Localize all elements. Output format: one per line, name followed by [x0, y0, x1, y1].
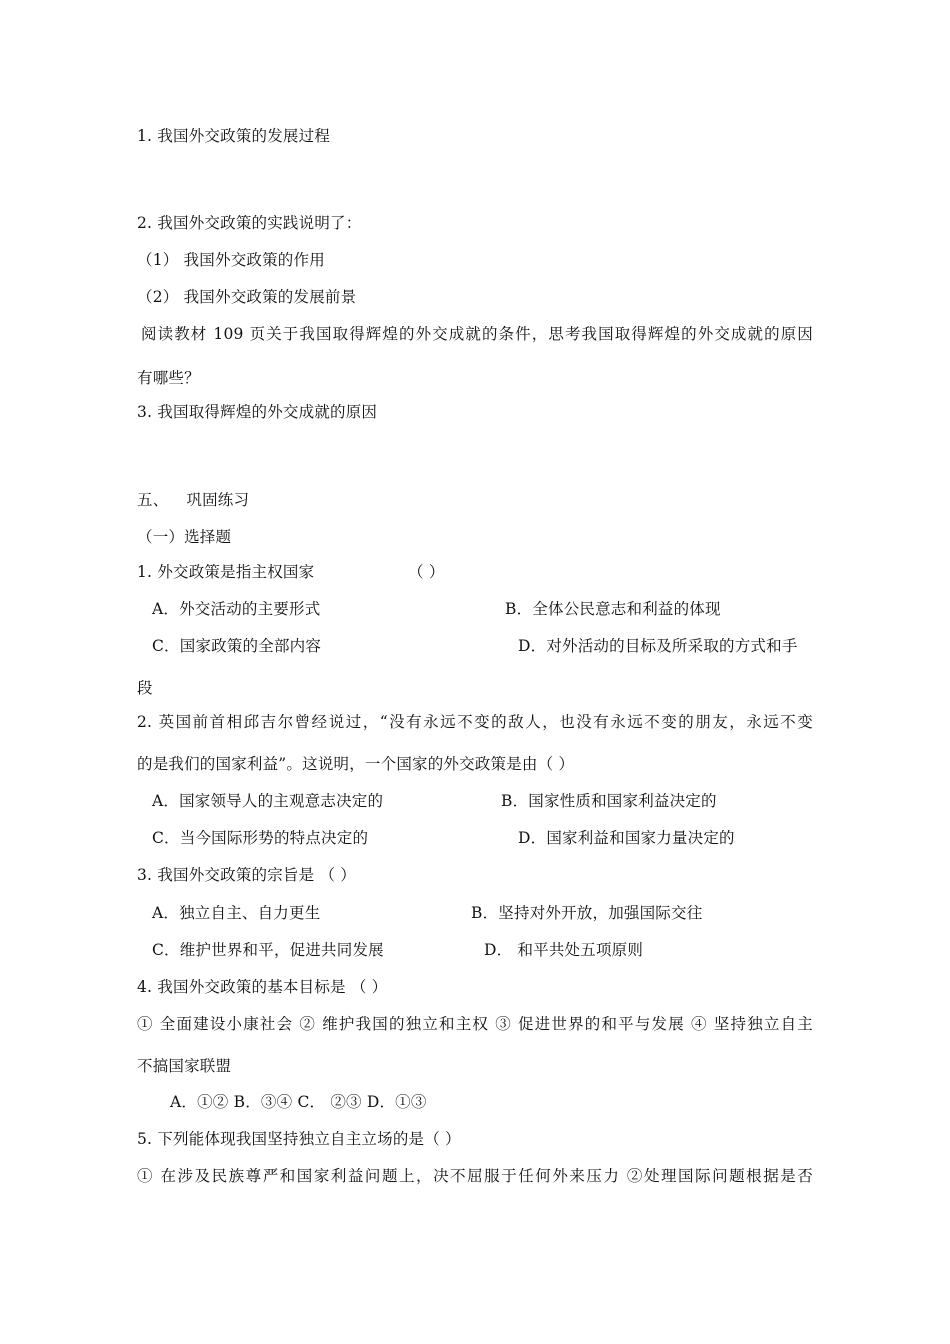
mcq-1-option-a: A．外交活动的主要形式 — [152, 600, 321, 618]
mcq-4-answer-options: A．①② B．③④ C． ②③ D．①③ — [170, 1093, 427, 1111]
mcq-4-items-line-2: 不搞国家联盟 — [137, 1057, 232, 1075]
mcq-1-option-d: D．对外活动的目标及所采取的方式和手 — [518, 637, 798, 655]
section-heading-text: 巩固练习 — [186, 491, 250, 509]
section-heading — [137, 489, 249, 511]
mcq-1-option-d-continued: 段 — [137, 679, 153, 697]
mcq-2-stem-line-1: 2. 英国前首相邱吉尔曾经说过，“没有永远不变的敌人，也没有永远不变的朋友，永远不变 — [137, 713, 813, 731]
mcq-4-items-line-1: ① 全面建设小康社会 ② 维护我国的独立和主权 ③ 促进世界的和平与发展 ④ 坚持独立自主 — [137, 1015, 813, 1033]
mcq-5-items-line-1: ① 在涉及民族尊严和国家利益问题上，决不屈服于任何外来压力 ②处理国际问题根据是否 — [137, 1167, 813, 1185]
mcq-1-stem-text: 1. 外交政策是指主权国家 — [137, 563, 315, 581]
section-heading-number: 五、 — [137, 491, 169, 509]
reading-prompt-line-1: 阅读教材 109 页关于我国取得辉煌的外交成就的条件，思考我国取得辉煌的外交成就的原因 — [141, 325, 813, 343]
sub-item-role: （1） 我国外交政策的作用 — [137, 251, 325, 269]
mcq-1-option-b: B．全体公民意志和利益的体现 — [505, 600, 721, 618]
mcq-3-option-b: B．坚持对外开放，加强国际交往 — [471, 904, 703, 922]
mcq-3-option-a: A．独立自主、自力更生 — [152, 904, 321, 922]
mcq-1-answer-bracket: （ ） — [408, 563, 445, 581]
mcq-4-stem: 4. 我国外交政策的基本目标是 （ ） — [137, 978, 388, 996]
reading-prompt-line-2: 有哪些？ — [137, 369, 200, 387]
mcq-2-option-b: B．国家性质和国家利益决定的 — [501, 792, 717, 810]
question-practice-shows: 2. 我国外交政策的实践说明了： — [137, 214, 362, 232]
question-development-process: 1. 我国外交政策的发展过程 — [137, 127, 331, 145]
mcq-2-option-d: D．国家利益和国家力量决定的 — [518, 829, 735, 847]
mcq-5-stem: 5. 下列能体现我国坚持独立自主立场的是（ ） — [137, 1130, 461, 1148]
mcq-3-option-c: C．维护世界和平，促进共同发展 — [152, 941, 384, 959]
question-achievement-reasons: 3. 我国取得辉煌的外交成就的原因 — [137, 403, 378, 421]
mcq-1-stem — [137, 561, 314, 583]
mcq-1-option-c: C．国家政策的全部内容 — [152, 637, 322, 655]
mcq-2-option-c: C．当今国际形势的特点决定的 — [152, 829, 369, 847]
mcq-2-stem-line-2: 的是我们的国家利益”。这说明，一个国家的外交政策是由（ ） — [137, 755, 575, 773]
mcq-3-stem: 3. 我国外交政策的宗旨是 （ ） — [137, 866, 356, 884]
sub-item-prospects: （2） 我国外交政策的发展前景 — [137, 288, 357, 306]
sub-heading-choice: （一）选择题 — [137, 528, 232, 546]
mcq-3-option-d: D． 和平共处五项原则 — [484, 941, 644, 959]
mcq-2-option-a: A．国家领导人的主观意志决定的 — [152, 792, 384, 810]
